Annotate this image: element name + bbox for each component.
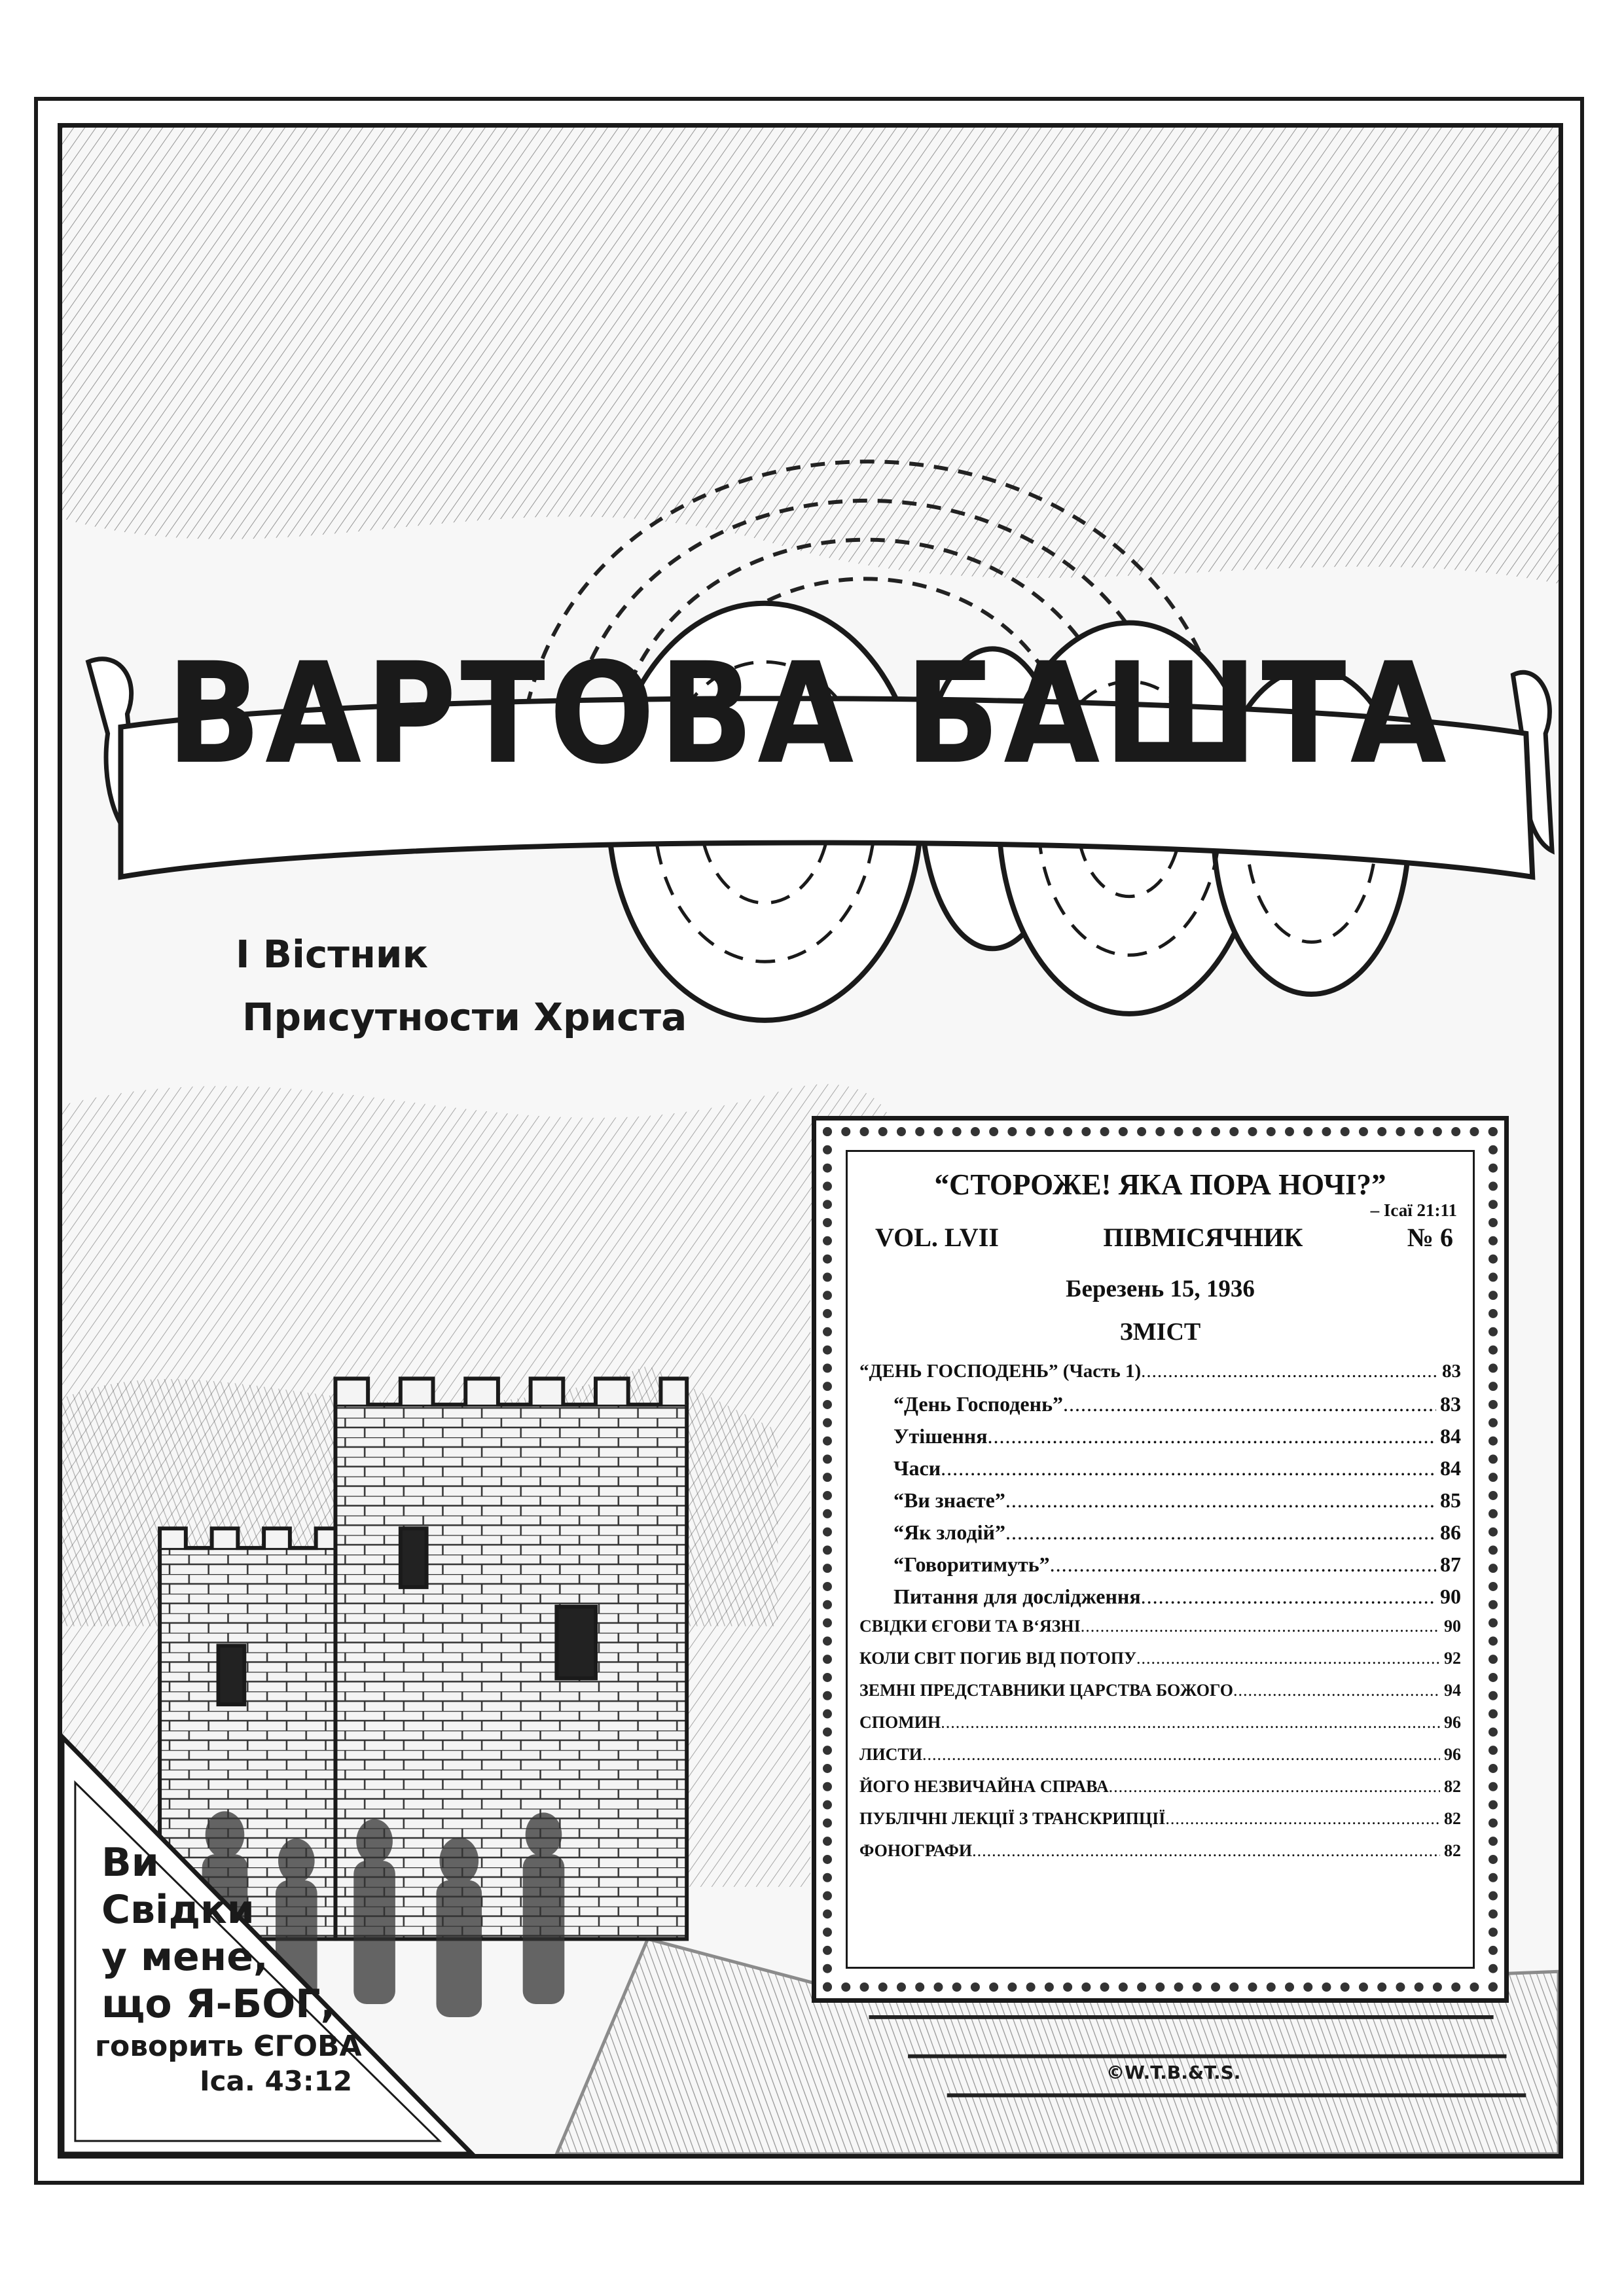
quote-line-4: що Я-БОГ, xyxy=(101,1981,336,2027)
toc-leader-dots xyxy=(1005,1520,1436,1545)
toc-entry xyxy=(859,1456,1461,1488)
motto-reference: – Ісаї 21:11 xyxy=(1370,1200,1457,1220)
toc-leader-dots xyxy=(972,1841,1440,1861)
toc-entry-title: СВІДКИ ЄГОВИ ТА В‘ЯЗНІ xyxy=(859,1617,1081,1636)
toc-entry xyxy=(859,1520,1461,1552)
toc-entry xyxy=(859,1841,1461,1873)
toc-entry-page: 92 xyxy=(1444,1649,1461,1668)
copyright-mark: ©W.T.B.&T.S. xyxy=(1106,2062,1241,2083)
toc-entry-title: Утішення xyxy=(893,1424,988,1448)
toc-entry-page: 82 xyxy=(1444,1841,1461,1860)
toc-entry-page: 85 xyxy=(1440,1488,1461,1512)
toc-entry xyxy=(859,1361,1461,1392)
toc-leader-dots xyxy=(988,1424,1437,1448)
toc-entry-title: СПОМИН xyxy=(859,1713,941,1732)
quote-line-2: Свідки xyxy=(101,1887,255,1933)
subtitle-line-2: Присутности Христа xyxy=(242,995,687,1039)
toc-entry-title: “Ви знаєте” xyxy=(893,1488,1005,1512)
toc-entry xyxy=(859,1777,1461,1809)
quote-reference: Іса. 43:12 xyxy=(200,2065,353,2097)
masthead-subtitle xyxy=(236,923,687,1049)
toc-entry-page: 90 xyxy=(1444,1617,1461,1636)
toc-entry-page: 82 xyxy=(1444,1777,1461,1796)
toc-entry xyxy=(859,1809,1461,1841)
toc-entry xyxy=(859,1713,1461,1745)
toc-entry-title: Часи xyxy=(893,1456,941,1480)
toc-entry-title: “Як злодій” xyxy=(893,1520,1005,1544)
toc-entry-title: КОЛИ СВІТ ПОГИБ ВІД ПОТОПУ xyxy=(859,1649,1137,1668)
masthead-banner xyxy=(111,576,1506,851)
toc-entry-page: 96 xyxy=(1444,1713,1461,1732)
toc-leader-dots xyxy=(1005,1488,1436,1513)
toc-entry-title: “ДЕНЬ ГОСПОДЕНЬ” (Часть 1) xyxy=(859,1361,1142,1382)
volume-row xyxy=(859,1222,1461,1253)
toc-entry-page: 86 xyxy=(1440,1520,1461,1544)
toc-leader-dots xyxy=(941,1456,1436,1480)
toc-entry xyxy=(859,1392,1461,1424)
contents-panel xyxy=(812,1116,1509,2003)
toc-leader-dots xyxy=(1141,1361,1438,1382)
toc-leader-dots xyxy=(1109,1777,1440,1797)
quote-line-3: у мене, xyxy=(101,1934,268,1980)
toc-entry-page: 83 xyxy=(1440,1392,1461,1416)
toc-entry xyxy=(859,1552,1461,1585)
contents-heading: ЗМІСТ xyxy=(1119,1318,1201,1346)
frequency-label: ПІВМІСЯЧНИК xyxy=(1103,1223,1303,1252)
toc-entry xyxy=(859,1681,1461,1713)
toc-entry xyxy=(859,1424,1461,1456)
toc-leader-dots xyxy=(1233,1681,1440,1700)
issue-date: Березень 15, 1936 xyxy=(1066,1276,1255,1302)
toc-leader-dots xyxy=(1141,1585,1436,1609)
toc-entry xyxy=(859,1617,1461,1649)
toc-entry-page: 87 xyxy=(1440,1552,1461,1576)
toc-entry-title: ФОНОГРАФИ xyxy=(859,1841,973,1860)
motto: “СТОРОЖЕ! ЯКА ПОРА НОЧІ?” xyxy=(934,1168,1386,1201)
toc-leader-dots xyxy=(1165,1809,1440,1829)
toc-entry xyxy=(859,1585,1461,1617)
toc-entry-page: 94 xyxy=(1444,1681,1461,1700)
toc-entry-title: ЙОГО НЕЗВИЧАЙНА СПРАВА xyxy=(859,1777,1109,1796)
volume-label: VOL. LVII xyxy=(875,1223,999,1252)
quote-line-1: Ви xyxy=(101,1840,159,1886)
toc-entry-page: 84 xyxy=(1440,1456,1461,1480)
toc-entry-page: 84 xyxy=(1440,1424,1461,1448)
toc-entry-page: 90 xyxy=(1440,1585,1461,1608)
toc-entry-page: 83 xyxy=(1442,1361,1461,1382)
toc-entry-title: ЗЕМНІ ПРЕДСТАВНИКИ ЦАРСТВА БОЖОГО xyxy=(859,1681,1234,1700)
toc-entry-title: ЛИСТИ xyxy=(859,1745,922,1764)
toc-leader-dots xyxy=(1063,1392,1436,1416)
table-of-contents xyxy=(859,1361,1461,1873)
toc-leader-dots xyxy=(941,1713,1440,1732)
toc-entry-title: “День Господень” xyxy=(893,1392,1063,1416)
toc-entry xyxy=(859,1488,1461,1520)
toc-entry-page: 96 xyxy=(1444,1745,1461,1764)
toc-leader-dots xyxy=(922,1745,1440,1765)
toc-entry-page: 82 xyxy=(1444,1809,1461,1828)
subtitle-line-1: І Вістник xyxy=(236,932,428,977)
toc-entry-title: Питання для дослідження xyxy=(893,1585,1141,1608)
masthead-title: ВАРТОВА БАШТА xyxy=(166,632,1451,795)
contents-box xyxy=(846,1150,1475,1969)
toc-leader-dots xyxy=(1136,1649,1440,1668)
toc-entry xyxy=(859,1649,1461,1681)
issue-number: № 6 xyxy=(1407,1223,1453,1252)
toc-leader-dots xyxy=(1081,1617,1440,1636)
quote-line-5: говорить ЄГОВА xyxy=(95,2030,362,2063)
toc-entry-title: “Говоритимуть” xyxy=(893,1552,1050,1576)
toc-leader-dots xyxy=(1050,1552,1436,1577)
toc-entry xyxy=(859,1745,1461,1777)
toc-entry-title: ПУБЛІЧНІ ЛЕКЦІЇ З ТРАНСКРИПЦІЇ xyxy=(859,1809,1166,1828)
scripture-quote xyxy=(62,1839,362,2097)
